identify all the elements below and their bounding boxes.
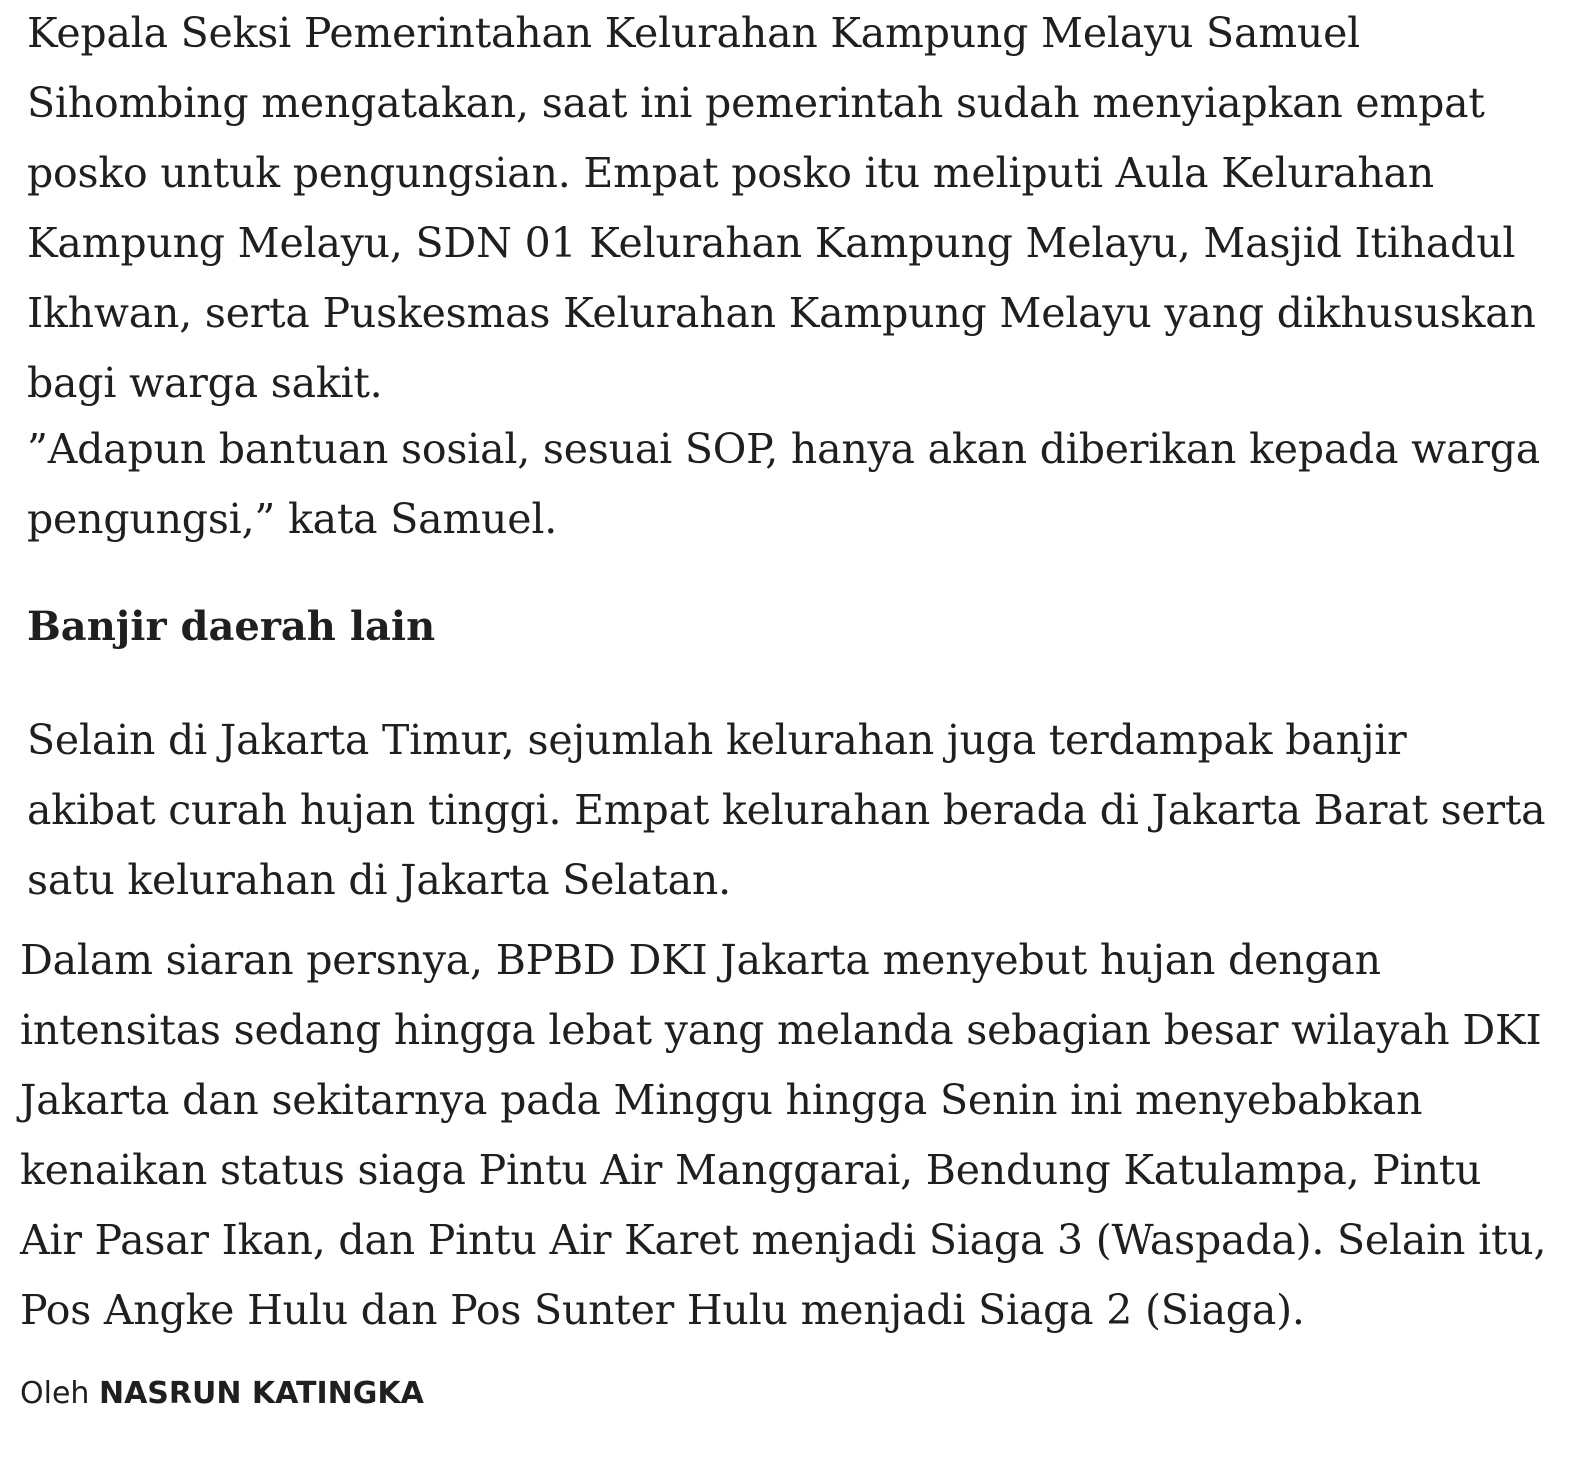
article-paragraph: Selain di Jakarta Timur, sejumlah kelurahan juga terdampak banjir akibat curah hujan tinggi. Empat kelurahan berada di Jakarta Barat serta satu kelurahan di Jakarta Selatan. <box>27 716 1546 904</box>
author-byline <box>20 1372 424 1416</box>
article-subheading: Banjir daerah lain <box>27 603 436 650</box>
article-paragraph: Kepala Seksi Pemerintahan Kelurahan Kampung Melayu Samuel Sihombing mengatakan, saat ini pemerintah sudah menyiapkan empat posko untuk pengungsian. Empat posko itu meliputi Aula Kelurahan Kampung Melayu, SDN 01 Kelurahan Kampung Melayu, Masjid Itihadul Ikhwan, serta Puskesmas Kelurahan Kampung Melayu yang dikhususkan bagi warga sakit. <box>27 9 1536 407</box>
author-name[interactable]: NASRUN KATINGKA <box>98 1376 424 1411</box>
article-paragraph-quote: ”Adapun bantuan sosial, sesuai SOP, hanya akan diberikan kepada warga pengungsi,” kata Samuel. <box>27 425 1541 543</box>
article-paragraph: Dalam siaran persnya, BPBD DKI Jakarta menyebut hujan dengan intensitas sedang hingga lebat yang melanda sebagian besar wilayah DKI Jakarta dan sekitarnya pada Minggu hingga Senin ini menyebabkan kenaikan status siaga Pintu Air Manggarai, Bendung Katulampa, Pintu Air Pasar Ikan, dan Pintu Air Karet menjadi Siaga 3 (Waspada). Selain itu, Pos Angke Hulu dan Pos Sunter Hulu menjadi Siaga 2 (Siaga). <box>20 936 1547 1334</box>
byline-prefix: Oleh <box>20 1376 90 1411</box>
